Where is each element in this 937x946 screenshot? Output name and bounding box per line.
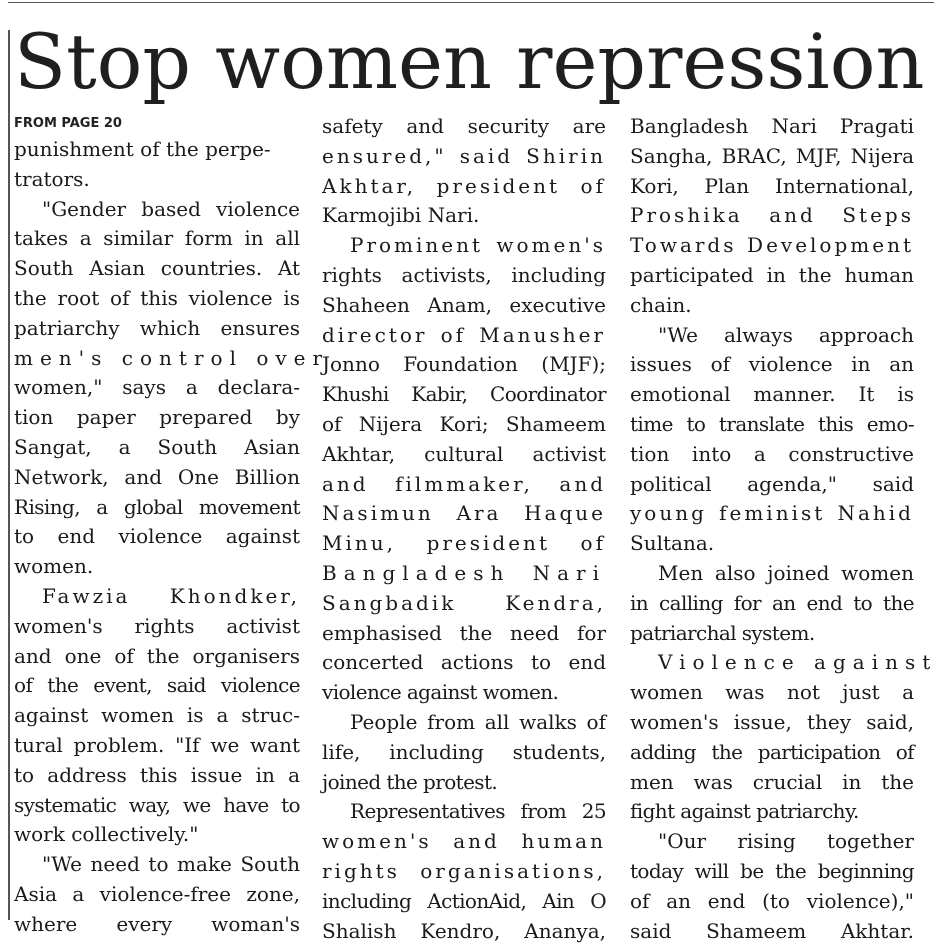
text-line: takes a similar form in all (14, 226, 300, 251)
text-line: against women is a struc- (14, 703, 300, 728)
text-line: Sangat, a South Asian (14, 434, 300, 459)
text-line: women was not just a (630, 680, 914, 705)
text-line: to end violence against (14, 524, 300, 549)
text-line: women's issue, they said, (630, 709, 914, 734)
text-line: Nasimun Ara Haque (322, 501, 606, 526)
article-column-2 (322, 112, 606, 943)
text-line: violence against women. (322, 680, 559, 705)
article-column-3 (630, 112, 937, 943)
left-column-rule (8, 30, 10, 920)
text-line: the root of this violence is (14, 285, 300, 310)
text-line: director of Manusher (322, 322, 606, 347)
text-line: Proshika and Steps (630, 203, 914, 228)
text-line: women's rights activist (14, 613, 300, 638)
text-line: tion paper prepared by (14, 405, 300, 430)
text-line: ensured," said Shirin (322, 143, 606, 168)
text-line: men was crucial in the (630, 769, 914, 794)
text-line: Violence against (658, 650, 937, 675)
text-line: Jonno Foundation (MJF); (322, 352, 606, 377)
text-line: Asia a violence-free zone, (14, 881, 300, 906)
text-line: in calling for an end to the (630, 590, 914, 615)
text-line: of the event, said violence (14, 673, 300, 698)
text-line: Towards Development (630, 233, 914, 258)
text-line: systematic way, we have to (14, 792, 300, 817)
text-line: and one of the organisers (14, 643, 300, 668)
text-line: men's control over (14, 345, 330, 370)
text-line: Fawzia Khondker, (42, 583, 300, 608)
text-line: trators. (14, 166, 90, 191)
text-line: "We always approach (658, 322, 914, 347)
text-line: "Our rising together (658, 829, 914, 854)
text-line: safety and security are (322, 114, 606, 138)
text-line: emotional manner. It is (630, 382, 914, 407)
text-line: women," says a declara- (14, 375, 300, 400)
article-column-1 (14, 112, 330, 936)
text-line: chain. (630, 292, 692, 317)
text-line: tion into a constructive (630, 441, 914, 466)
text-line: Men also joined women (658, 560, 914, 585)
text-line: including ActionAid, Ain O (322, 888, 606, 913)
kicker: FROM PAGE 20 (14, 116, 122, 131)
text-line: Shalish Kendro, Ananya, (322, 918, 606, 943)
text-line: time to translate this emo- (630, 411, 914, 436)
text-line: "Gender based violence (42, 196, 300, 221)
text-line: Kori, Plan International, (630, 173, 914, 198)
text-line: "We need to make South (42, 852, 300, 877)
text-line: political agenda," said (630, 471, 914, 496)
text-line: joined the protest. (322, 769, 498, 794)
text-line: Khushi Kabir, Coordinator (322, 382, 606, 407)
text-line: today will be the beginning (630, 858, 914, 883)
text-line: Sangbadik Kendra, (322, 590, 606, 615)
text-line: adding the participation of (630, 739, 914, 764)
text-line: fight against patriarchy. (630, 799, 859, 824)
text-line: tural problem. "If we want (14, 732, 300, 757)
text-line: People from all walks of (350, 709, 606, 734)
text-line: women's and human (322, 829, 606, 854)
text-line: emphasised the need for (322, 620, 606, 645)
text-line: life, including students, (322, 739, 606, 764)
text-line: South Asian countries. At (14, 256, 300, 281)
text-line: Karmojibi Nari. (322, 203, 480, 228)
text-line: Akhtar, cultural activist (322, 441, 606, 466)
text-line: punishment of the perpe- (14, 137, 271, 161)
text-line: patriarchal system. (630, 620, 815, 645)
text-line: work collectively." (14, 822, 199, 847)
text-line: Minu, president of (322, 531, 606, 556)
text-line: Bangladesh Nari Pragati (630, 114, 914, 138)
text-line: where every woman's (14, 911, 300, 936)
text-line: and filmmaker, and (322, 471, 606, 496)
text-line: said Shameem Akhtar. (630, 918, 914, 943)
text-line: Akhtar, president of (322, 173, 606, 198)
text-line: Representatives from 25 (350, 799, 606, 824)
text-line: rights activists, including (322, 262, 606, 287)
text-line: Sangha, BRAC, MJF, Nijera (630, 143, 914, 168)
text-line: to address this issue in a (14, 762, 300, 787)
text-line: issues of violence in an (630, 352, 914, 377)
headline: Stop women repression (14, 17, 925, 106)
text-line: concerted actions to end (322, 650, 606, 675)
text-line: participated in the human (630, 262, 914, 287)
text-line: Shaheen Anam, executive (322, 292, 606, 317)
text-line: Prominent women's (350, 233, 606, 258)
text-line: Rising, a global movement (14, 494, 300, 519)
text-line: of an end (to violence)," (630, 888, 914, 913)
text-line: Network, and One Billion (14, 464, 300, 489)
text-line: of Nijera Kori; Shameem (322, 411, 606, 436)
text-line: Sultana. (630, 531, 715, 556)
top-rule (8, 2, 934, 3)
text-line: Bangladesh Nari (322, 560, 606, 585)
text-line: women. (14, 554, 94, 579)
text-line: young feminist Nahid (630, 501, 914, 526)
text-line: rights organisations, (322, 858, 606, 883)
text-line: patriarchy which ensures (14, 315, 300, 340)
